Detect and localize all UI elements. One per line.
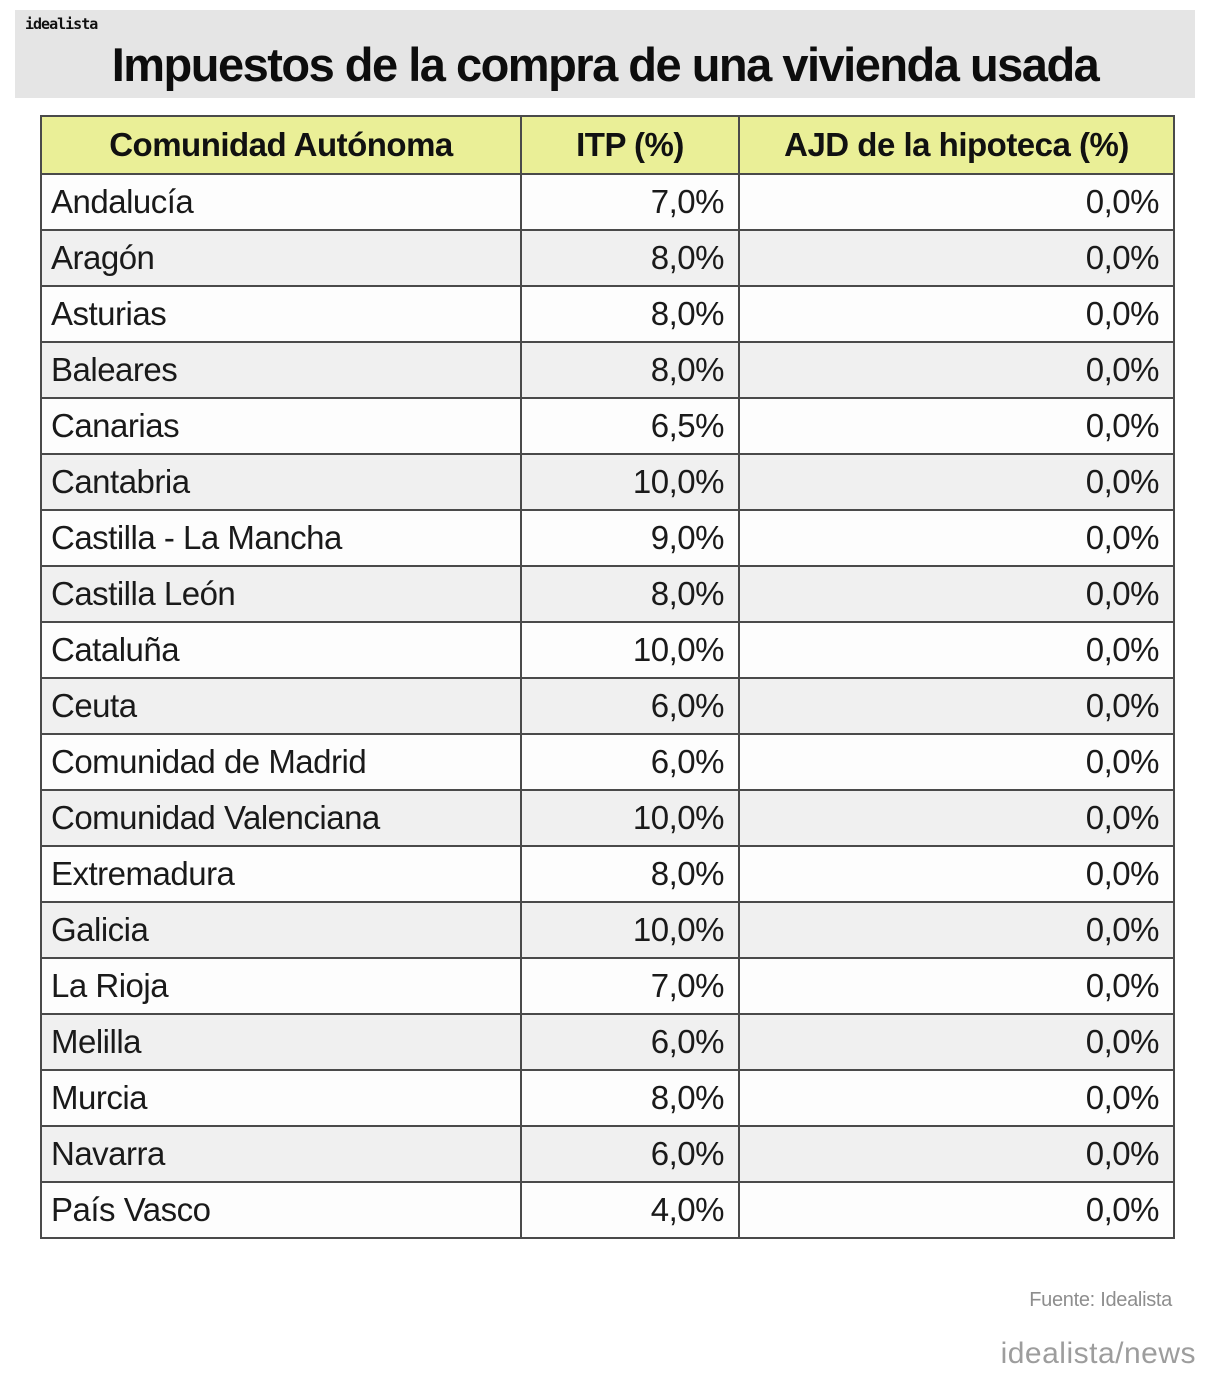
page-title: Impuestos de la compra de una vivienda usada [111,38,1099,91]
itp-value-cell: 8,0% [521,1070,739,1126]
region-cell: La Rioja [41,958,521,1014]
idealista-logo: idealista [25,15,98,33]
ajd-value-cell: 0,0% [739,1126,1174,1182]
itp-value-cell: 8,0% [521,230,739,286]
title-band [15,10,1195,98]
table-row [41,622,1174,678]
itp-value-cell: 10,0% [521,454,739,510]
itp-value-cell: 10,0% [521,790,739,846]
ajd-value-cell: 0,0% [739,678,1174,734]
tax-table [40,115,1175,1239]
table-header-row [41,116,1174,174]
ajd-value-cell: 0,0% [739,1070,1174,1126]
region-cell: Galicia [41,902,521,958]
region-cell: Castilla - La Mancha [41,510,521,566]
region-cell: País Vasco [41,1182,521,1238]
itp-value-cell: 6,0% [521,1126,739,1182]
ajd-value-cell: 0,0% [739,958,1174,1014]
table-row [41,398,1174,454]
table-row [41,454,1174,510]
region-cell: Navarra [41,1126,521,1182]
itp-value-cell: 9,0% [521,510,739,566]
region-cell: Cantabria [41,454,521,510]
itp-value-cell: 8,0% [521,342,739,398]
ajd-value-cell: 0,0% [739,174,1174,230]
region-cell: Extremadura [41,846,521,902]
ajd-value-cell: 0,0% [739,622,1174,678]
itp-value-cell: 7,0% [521,174,739,230]
ajd-value-cell: 0,0% [739,902,1174,958]
source-note: Fuente: Idealista [1029,1289,1172,1311]
itp-value-cell: 10,0% [521,622,739,678]
table-row [41,958,1174,1014]
region-cell: Murcia [41,1070,521,1126]
itp-value-cell: 8,0% [521,286,739,342]
header-itp: ITP (%) [521,116,739,174]
table-row [41,1182,1174,1238]
ajd-value-cell: 0,0% [739,230,1174,286]
region-cell: Aragón [41,230,521,286]
table-row [41,1126,1174,1182]
table-body [41,174,1174,1238]
region-cell: Andalucía [41,174,521,230]
table-row [41,1070,1174,1126]
ajd-value-cell: 0,0% [739,398,1174,454]
ajd-value-cell: 0,0% [739,734,1174,790]
itp-value-cell: 6,0% [521,734,739,790]
itp-value-cell: 4,0% [521,1182,739,1238]
region-cell: Melilla [41,1014,521,1070]
region-cell: Canarias [41,398,521,454]
itp-value-cell: 10,0% [521,902,739,958]
ajd-value-cell: 0,0% [739,342,1174,398]
region-cell: Asturias [41,286,521,342]
ajd-value-cell: 0,0% [739,286,1174,342]
table-row [41,286,1174,342]
ajd-value-cell: 0,0% [739,566,1174,622]
header-comunidad-autonoma: Comunidad Autónoma [41,116,521,174]
table-row [41,846,1174,902]
region-cell: Comunidad Valenciana [41,790,521,846]
table-row [41,566,1174,622]
table-row [41,510,1174,566]
itp-value-cell: 7,0% [521,958,739,1014]
table-row [41,678,1174,734]
itp-value-cell: 6,5% [521,398,739,454]
region-cell: Ceuta [41,678,521,734]
ajd-value-cell: 0,0% [739,1182,1174,1238]
ajd-value-cell: 0,0% [739,846,1174,902]
table-row [41,174,1174,230]
ajd-value-cell: 0,0% [739,454,1174,510]
region-cell: Castilla León [41,566,521,622]
region-cell: Cataluña [41,622,521,678]
table-row [41,902,1174,958]
itp-value-cell: 6,0% [521,1014,739,1070]
table-row [41,1014,1174,1070]
table-row [41,342,1174,398]
table-row [41,734,1174,790]
table-row [41,230,1174,286]
itp-value-cell: 6,0% [521,678,739,734]
ajd-value-cell: 0,0% [739,790,1174,846]
brand-watermark: idealista/news [1000,1337,1196,1370]
table-row [41,790,1174,846]
itp-value-cell: 8,0% [521,846,739,902]
region-cell: Comunidad de Madrid [41,734,521,790]
ajd-value-cell: 0,0% [739,510,1174,566]
itp-value-cell: 8,0% [521,566,739,622]
region-cell: Baleares [41,342,521,398]
ajd-value-cell: 0,0% [739,1014,1174,1070]
header-ajd-hipoteca: AJD de la hipoteca (%) [739,116,1174,174]
